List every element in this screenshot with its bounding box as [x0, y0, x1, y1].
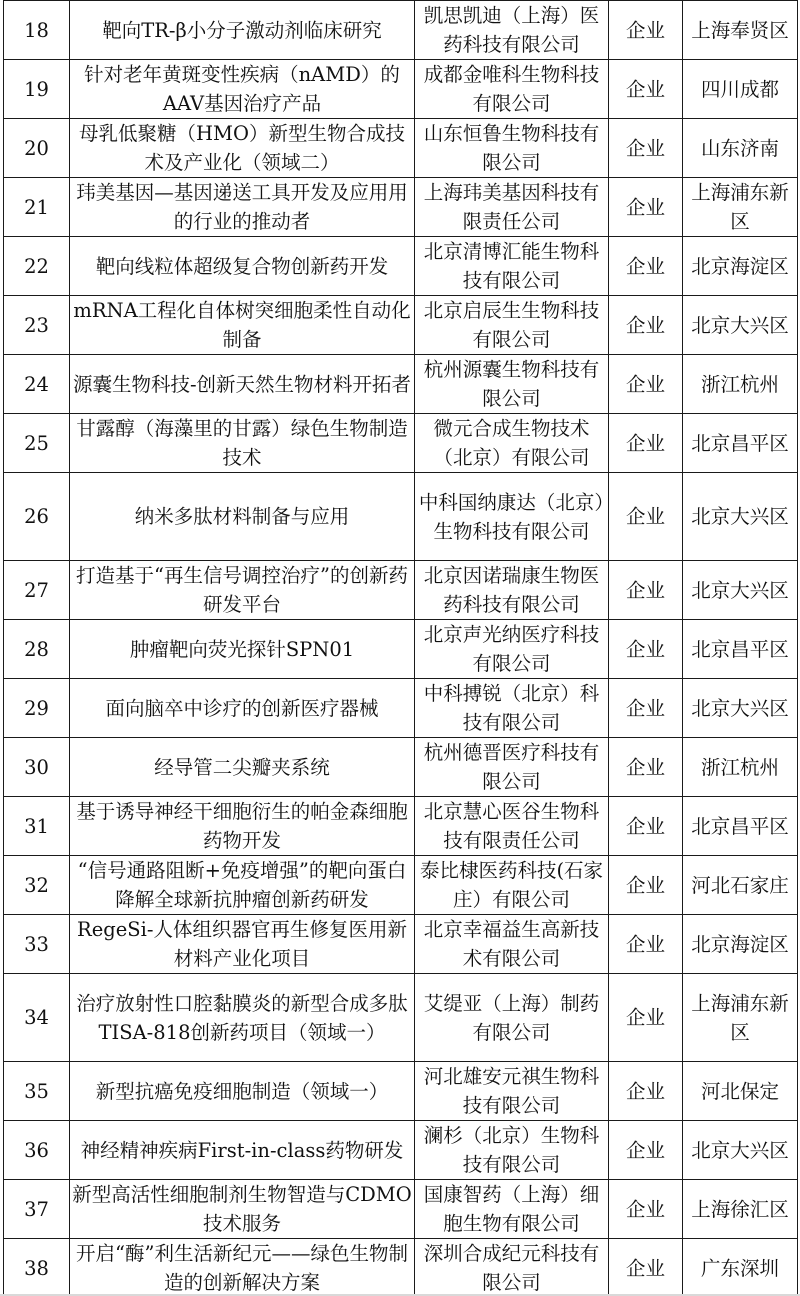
entity-type-cell: 企业: [609, 296, 683, 355]
row-number-cell: 36: [4, 1121, 70, 1180]
row-number-cell: 32: [4, 856, 70, 915]
region-cell: 北京海淀区: [683, 915, 798, 974]
row-number-cell: 25: [4, 414, 70, 473]
table-row: [4, 296, 798, 355]
entity-type-cell: 企业: [609, 679, 683, 738]
table-row: [4, 178, 798, 237]
row-number-cell: 33: [4, 915, 70, 974]
row-number-cell: 23: [4, 296, 70, 355]
row-number-cell: 22: [4, 237, 70, 296]
project-name-cell: 面向脑卒中诊疗的创新医疗器械: [70, 679, 415, 738]
entity-type-cell: 企业: [609, 414, 683, 473]
company-name-cell: 北京启辰生生物科技有限公司: [415, 296, 609, 355]
project-name-cell: 开启“酶”利生活新纪元——绿色生物制造的创新解决方案: [70, 1239, 415, 1296]
table-row: [4, 119, 798, 178]
table-body: [4, 1, 798, 1296]
project-name-cell: 靶向TR-β小分子激动剂临床研究: [70, 1, 415, 60]
row-number-cell: 29: [4, 679, 70, 738]
company-name-cell: 泰比棣医药科技(石家庄）有限公司: [415, 856, 609, 915]
region-cell: 广东深圳: [683, 1239, 798, 1296]
table-row: [4, 1062, 798, 1121]
project-name-cell: 源囊生物科技-创新天然生物材料开拓者: [70, 355, 415, 414]
company-name-cell: 澜杉（北京）生物科技有限公司: [415, 1121, 609, 1180]
table-row: [4, 60, 798, 119]
company-name-cell: 北京因诺瑞康生物医药科技有限公司: [415, 561, 609, 620]
row-number-cell: 21: [4, 178, 70, 237]
company-name-cell: 微元合成生物技术（北京）有限公司: [415, 414, 609, 473]
entity-type-cell: 企业: [609, 119, 683, 178]
project-name-cell: 经导管二尖瓣夹系统: [70, 738, 415, 797]
region-cell: 北京昌平区: [683, 797, 798, 856]
entity-type-cell: 企业: [609, 1121, 683, 1180]
entity-type-cell: 企业: [609, 738, 683, 797]
table-row: [4, 797, 798, 856]
project-name-cell: 打造基于“再生信号调控治疗”的创新药研发平台: [70, 561, 415, 620]
table-row: [4, 1180, 798, 1239]
project-name-cell: 母乳低聚糖（HMO）新型生物合成技术及产业化（领域二）: [70, 119, 415, 178]
project-name-cell: “信号通路阻断+免疫增强”的靶向蛋白降解全球新抗肿瘤创新药研发: [70, 856, 415, 915]
entity-type-cell: 企业: [609, 915, 683, 974]
table-row: [4, 414, 798, 473]
region-cell: 上海浦东新区: [683, 178, 798, 237]
table-row: [4, 237, 798, 296]
row-number-cell: 38: [4, 1239, 70, 1296]
company-name-cell: 上海玮美基因科技有限责任公司: [415, 178, 609, 237]
region-cell: 北京大兴区: [683, 473, 798, 561]
row-number-cell: 35: [4, 1062, 70, 1121]
table-row: [4, 679, 798, 738]
row-number-cell: 18: [4, 1, 70, 60]
company-name-cell: 北京慧心医谷生物科技有限责任公司: [415, 797, 609, 856]
entity-type-cell: 企业: [609, 237, 683, 296]
row-number-cell: 34: [4, 974, 70, 1062]
row-number-cell: 31: [4, 797, 70, 856]
region-cell: 浙江杭州: [683, 738, 798, 797]
row-number-cell: 24: [4, 355, 70, 414]
project-name-cell: 治疗放射性口腔黏膜炎的新型合成多肽TISA-818创新药项目（领域一）: [70, 974, 415, 1062]
company-name-cell: 中科搏锐（北京）科技有限公司: [415, 679, 609, 738]
company-name-cell: 山东恒鲁生物科技有限公司: [415, 119, 609, 178]
company-name-cell: 凯思凯迪（上海）医药科技有限公司: [415, 1, 609, 60]
project-name-cell: 基于诱导神经干细胞衍生的帕金森细胞药物开发: [70, 797, 415, 856]
project-name-cell: 针对老年黄斑变性疾病（nAMD）的AAV基因治疗产品: [70, 60, 415, 119]
region-cell: 北京海淀区: [683, 237, 798, 296]
table-row: [4, 974, 798, 1062]
company-name-cell: 杭州德晋医疗科技有限公司: [415, 738, 609, 797]
project-table: [3, 0, 798, 1296]
entity-type-cell: 企业: [609, 355, 683, 414]
project-name-cell: mRNA工程化自体树突细胞柔性自动化制备: [70, 296, 415, 355]
row-number-cell: 28: [4, 620, 70, 679]
region-cell: 河北保定: [683, 1062, 798, 1121]
company-name-cell: 北京声光纳医疗科技有限公司: [415, 620, 609, 679]
entity-type-cell: 企业: [609, 797, 683, 856]
table-row: [4, 1121, 798, 1180]
company-name-cell: 河北雄安元祺生物科技有限公司: [415, 1062, 609, 1121]
company-name-cell: 中科国纳康达（北京）生物科技有限公司: [415, 473, 609, 561]
entity-type-cell: 企业: [609, 473, 683, 561]
region-cell: 上海徐汇区: [683, 1180, 798, 1239]
region-cell: 北京大兴区: [683, 1121, 798, 1180]
row-number-cell: 30: [4, 738, 70, 797]
entity-type-cell: 企业: [609, 974, 683, 1062]
entity-type-cell: 企业: [609, 1, 683, 60]
company-name-cell: 成都金唯科生物科技有限公司: [415, 60, 609, 119]
row-number-cell: 20: [4, 119, 70, 178]
company-name-cell: 北京幸福益生高新技术有限公司: [415, 915, 609, 974]
entity-type-cell: 企业: [609, 60, 683, 119]
row-number-cell: 26: [4, 473, 70, 561]
entity-type-cell: 企业: [609, 620, 683, 679]
region-cell: 上海奉贤区: [683, 1, 798, 60]
table-row: [4, 738, 798, 797]
table-row: [4, 856, 798, 915]
project-name-cell: 纳米多肽材料制备与应用: [70, 473, 415, 561]
company-name-cell: 深圳合成纪元科技有限公司: [415, 1239, 609, 1296]
region-cell: 山东济南: [683, 119, 798, 178]
region-cell: 浙江杭州: [683, 355, 798, 414]
table-row: [4, 1, 798, 60]
region-cell: 北京大兴区: [683, 679, 798, 738]
project-name-cell: 玮美基因—基因递送工具开发及应用用的行业的推动者: [70, 178, 415, 237]
row-number-cell: 37: [4, 1180, 70, 1239]
region-cell: 北京大兴区: [683, 561, 798, 620]
entity-type-cell: 企业: [609, 561, 683, 620]
row-number-cell: 27: [4, 561, 70, 620]
entity-type-cell: 企业: [609, 1239, 683, 1296]
company-name-cell: 北京清博汇能生物科技有限公司: [415, 237, 609, 296]
region-cell: 北京昌平区: [683, 414, 798, 473]
table-row: [4, 561, 798, 620]
project-name-cell: 新型高活性细胞制剂生物智造与CDMO技术服务: [70, 1180, 415, 1239]
project-name-cell: RegeSi-人体组织器官再生修复医用新材料产业化项目: [70, 915, 415, 974]
region-cell: 北京昌平区: [683, 620, 798, 679]
project-name-cell: 肿瘤靶向荧光探针SPN01: [70, 620, 415, 679]
table-row: [4, 1239, 798, 1296]
project-name-cell: 神经精神疾病First-in-class药物研发: [70, 1121, 415, 1180]
row-number-cell: 19: [4, 60, 70, 119]
table-row: [4, 915, 798, 974]
project-name-cell: 甘露醇（海藻里的甘露）绿色生物制造技术: [70, 414, 415, 473]
company-name-cell: 艾缇亚（上海）制药有限公司: [415, 974, 609, 1062]
project-name-cell: 靶向线粒体超级复合物创新药开发: [70, 237, 415, 296]
project-name-cell: 新型抗癌免疫细胞制造（领域一）: [70, 1062, 415, 1121]
region-cell: 上海浦东新区: [683, 974, 798, 1062]
entity-type-cell: 企业: [609, 1062, 683, 1121]
entity-type-cell: 企业: [609, 178, 683, 237]
region-cell: 河北石家庄: [683, 856, 798, 915]
company-name-cell: 国康智药（上海）细胞生物有限公司: [415, 1180, 609, 1239]
company-name-cell: 杭州源囊生物科技有限公司: [415, 355, 609, 414]
region-cell: 北京大兴区: [683, 296, 798, 355]
entity-type-cell: 企业: [609, 856, 683, 915]
table-row: [4, 355, 798, 414]
region-cell: 四川成都: [683, 60, 798, 119]
table-row: [4, 620, 798, 679]
entity-type-cell: 企业: [609, 1180, 683, 1239]
table-row: [4, 473, 798, 561]
